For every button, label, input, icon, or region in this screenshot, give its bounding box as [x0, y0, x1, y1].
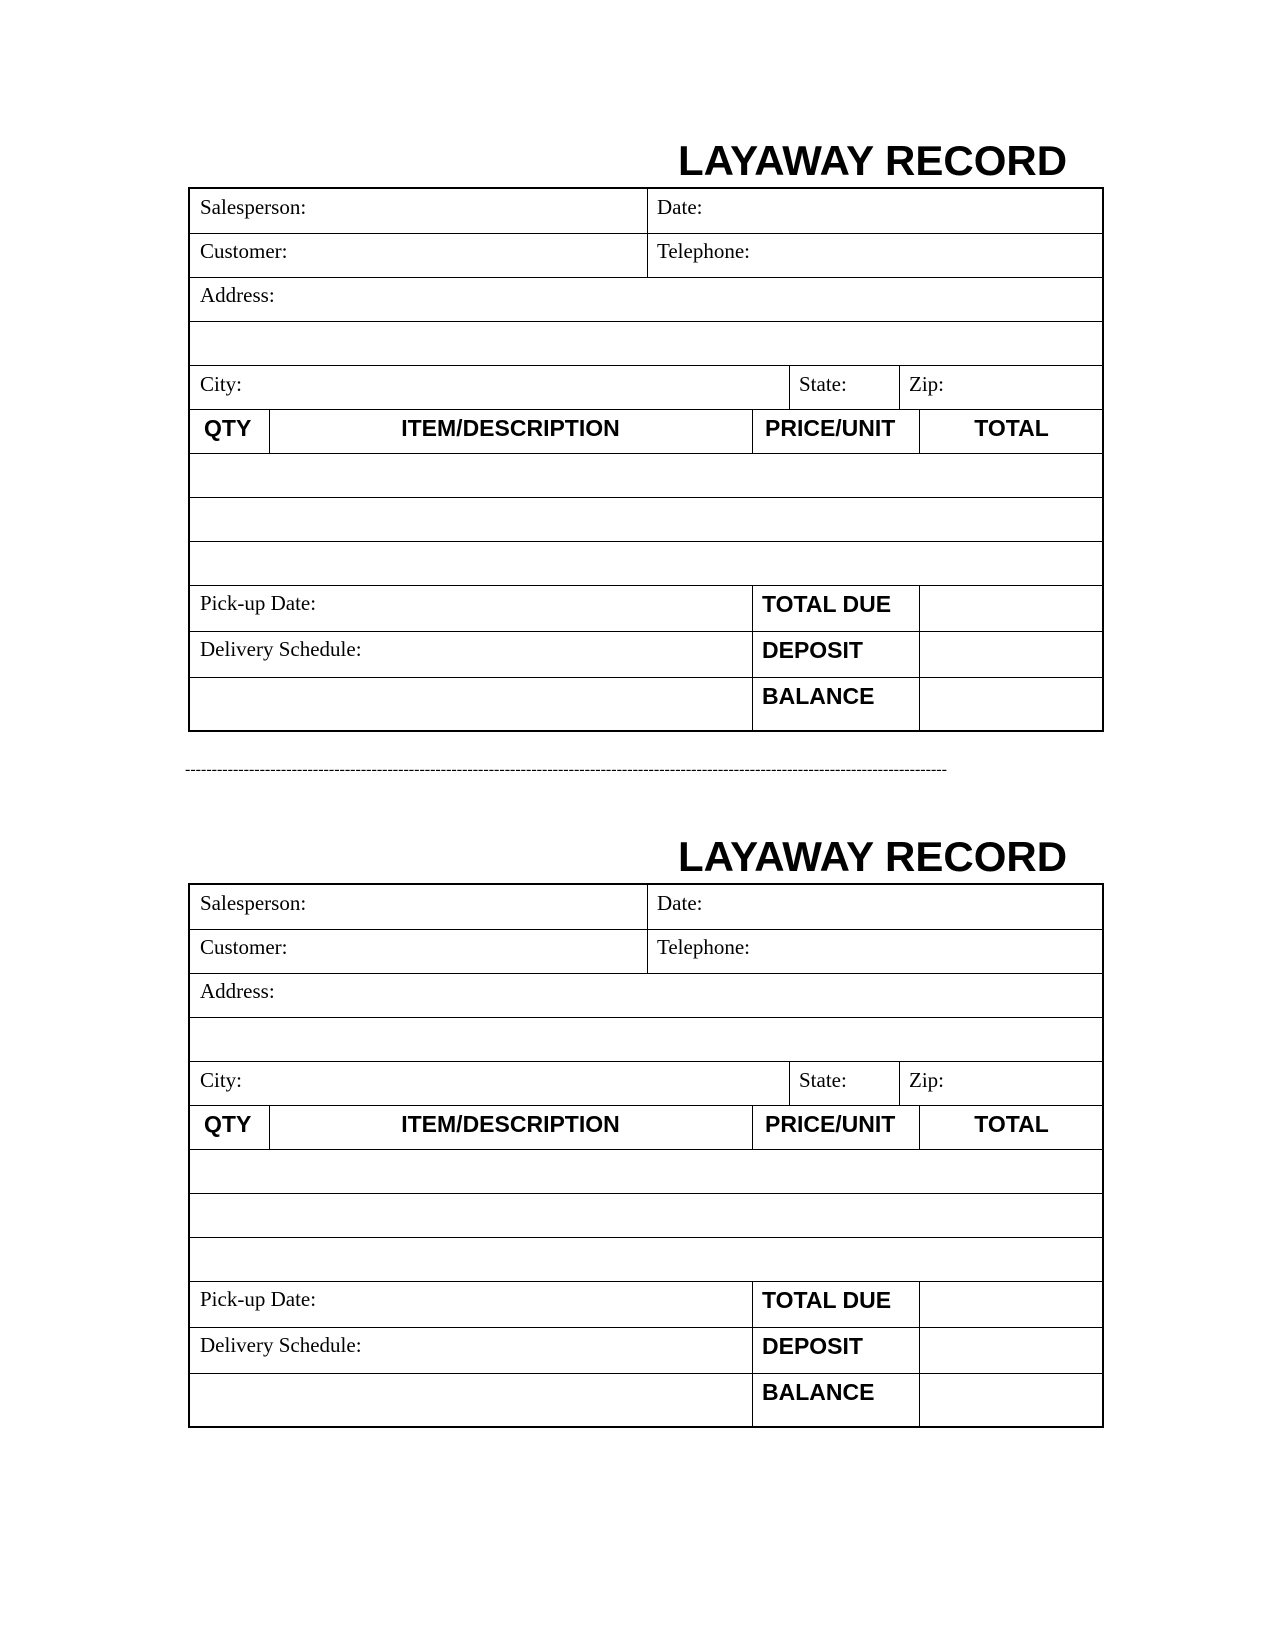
item-description-header: ITEM/DESCRIPTION	[401, 415, 620, 441]
total-due-label: TOTAL DUE	[762, 1287, 892, 1313]
salesperson-label: Salesperson:	[200, 891, 307, 915]
price-unit-header: PRICE/UNIT	[765, 415, 896, 441]
date-label: Date:	[657, 195, 703, 219]
telephone-label: Telephone:	[657, 935, 750, 959]
address-label: Address:	[200, 283, 275, 307]
balance-label: BALANCE	[762, 1379, 875, 1405]
deposit-label: DEPOSIT	[762, 637, 863, 663]
zip-label: Zip:	[909, 1068, 944, 1092]
pickup-date-label: Pick-up Date:	[200, 591, 317, 615]
qty-header: QTY	[204, 1111, 252, 1137]
cut-line: -----------------------------------------------------------------------------------------------------------------------------------------------	[185, 763, 947, 777]
balance-label: BALANCE	[762, 683, 875, 709]
customer-label: Customer:	[200, 935, 288, 959]
state-label: State:	[799, 372, 847, 396]
pickup-date-label: Pick-up Date:	[200, 1287, 317, 1311]
total-header: TOTAL	[974, 1111, 1049, 1137]
qty-header: QTY	[204, 415, 252, 441]
state-label: State:	[799, 1068, 847, 1092]
city-label: City:	[200, 1068, 243, 1092]
total-header: TOTAL	[974, 415, 1049, 441]
date-label: Date:	[657, 891, 703, 915]
city-label: City:	[200, 372, 243, 396]
deposit-label: DEPOSIT	[762, 1333, 863, 1359]
form-grid	[188, 187, 1104, 732]
zip-label: Zip:	[909, 372, 944, 396]
address-label: Address:	[200, 979, 275, 1003]
total-due-label: TOTAL DUE	[762, 591, 892, 617]
item-description-header: ITEM/DESCRIPTION	[401, 1111, 620, 1137]
telephone-label: Telephone:	[657, 239, 750, 263]
customer-label: Customer:	[200, 239, 288, 263]
delivery-schedule-label: Delivery Schedule:	[200, 1333, 362, 1357]
form-title: LAYAWAY RECORD	[678, 833, 1068, 880]
delivery-schedule-label: Delivery Schedule:	[200, 637, 362, 661]
price-unit-header: PRICE/UNIT	[765, 1111, 896, 1137]
form-grid	[188, 883, 1104, 1428]
form-title: LAYAWAY RECORD	[678, 137, 1068, 184]
salesperson-label: Salesperson:	[200, 195, 307, 219]
